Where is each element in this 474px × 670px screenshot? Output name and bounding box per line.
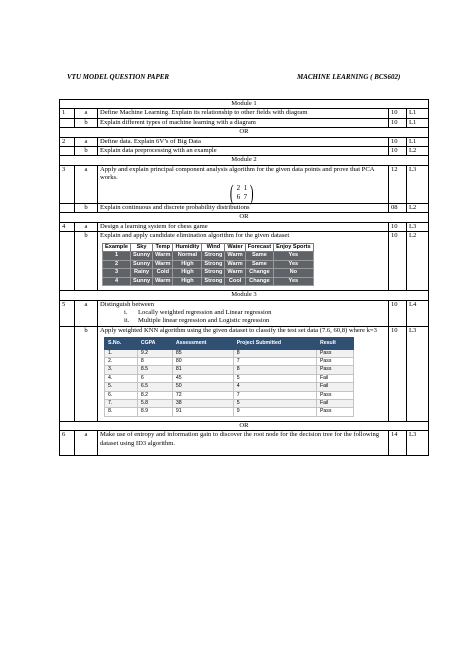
question-cell	[98, 232, 389, 291]
or-divider: OR	[60, 213, 429, 222]
level: L4	[407, 300, 429, 326]
question-number: 5	[60, 300, 75, 326]
table-row	[105, 349, 354, 357]
question-number: 2	[60, 137, 75, 146]
table-cell: 8.2	[137, 391, 172, 399]
table-cell: Normal	[173, 252, 202, 261]
or-divider: OR	[60, 421, 429, 430]
table-cell: Warm	[225, 269, 245, 278]
table-cell: 8.5	[137, 366, 172, 374]
table-cell: Warm	[225, 260, 245, 269]
enjoy-sport-table	[102, 243, 314, 287]
subject-title: MACHINE LEARNING ( BCS602)	[297, 73, 401, 81]
table-cell: Change	[245, 269, 273, 278]
table-cell: Warm	[153, 260, 173, 269]
table-cell: 6.5	[137, 383, 172, 391]
table-cell: 4	[233, 383, 316, 391]
table-cell: 1.	[105, 349, 138, 357]
marks: 10	[389, 147, 407, 156]
question-text: Design a learning system for chess game	[98, 222, 389, 231]
table-cell: 8.	[105, 408, 138, 416]
question-number: 1	[60, 109, 75, 118]
matrix-cell: 1	[243, 184, 248, 193]
table-cell: Strong	[202, 277, 225, 286]
table-cell: Fail	[316, 383, 353, 391]
table-header-row	[105, 338, 354, 349]
level: L3	[407, 326, 429, 421]
question-text: Explain continuous and discrete probability distributions	[98, 204, 389, 213]
table-cell: 7	[233, 391, 316, 399]
table-cell: 3.	[105, 366, 138, 374]
marks: 10	[389, 118, 407, 127]
table-row	[105, 383, 354, 391]
table-header: Example	[103, 243, 131, 252]
table-cell: Fail	[316, 400, 353, 408]
table-cell: 80	[172, 358, 233, 366]
question-row	[60, 137, 429, 146]
table-row	[105, 366, 354, 374]
table-cell: 8	[137, 358, 172, 366]
question-row	[60, 165, 429, 203]
table-cell: Pass	[316, 349, 353, 357]
table-header-row	[103, 243, 314, 252]
table-cell: 8	[233, 349, 316, 357]
level: L3	[407, 165, 429, 203]
list-item: i. Locally weighted regression and Linear regression	[124, 309, 272, 316]
table-cell: 81	[172, 366, 233, 374]
or-row	[60, 421, 429, 430]
table-cell: 72	[172, 391, 233, 399]
module-3-title: Module 3	[60, 291, 429, 300]
question-table	[59, 99, 429, 456]
table-cell: Warm	[153, 252, 173, 261]
table-row	[105, 358, 354, 366]
table-cell: 9.2	[137, 349, 172, 357]
table-cell: Fail	[316, 374, 353, 382]
question-text: Define Machine Learning. Explain its relationship to other fields with diagram	[98, 109, 389, 118]
matrix-cell: 2	[236, 184, 241, 193]
table-cell: 3	[103, 269, 131, 278]
level: L2	[407, 204, 429, 213]
question-row	[60, 431, 429, 456]
table-cell: 7	[233, 358, 316, 366]
sub-question: b	[75, 326, 98, 421]
table-cell: No	[274, 269, 314, 278]
question-number: 4	[60, 222, 75, 231]
table-header: S.No.	[105, 338, 138, 349]
table-cell: Sunny	[131, 277, 153, 286]
sub-question: a	[75, 137, 98, 146]
module-2-title: Module 2	[60, 156, 429, 165]
right-bracket: )	[250, 179, 254, 205]
table-row	[103, 269, 314, 278]
marks: 10	[389, 137, 407, 146]
table-cell: 7.	[105, 400, 138, 408]
sub-question: b	[75, 147, 98, 156]
level: L3	[407, 222, 429, 231]
table-row	[105, 391, 354, 399]
table-cell: Same	[245, 260, 273, 269]
table-cell: 85	[172, 349, 233, 357]
table-header: Forecast	[245, 243, 273, 252]
table-header: Assessment	[172, 338, 233, 349]
level: L1	[407, 137, 429, 146]
question-text: Apply and explain principal component analysis algorithm for the given data points and prove that PCA works.	[100, 165, 375, 182]
question-row	[60, 109, 429, 118]
table-header: Wind	[202, 243, 225, 252]
marks: 10	[389, 232, 407, 291]
question-text: Explain different types of machine learning with a diagram	[98, 118, 389, 127]
table-header: Result	[316, 338, 353, 349]
table-cell: Strong	[202, 252, 225, 261]
module-row	[60, 100, 429, 109]
marks: 10	[389, 326, 407, 421]
or-row	[60, 213, 429, 222]
table-header: Water	[225, 243, 245, 252]
table-cell: Yes	[274, 277, 314, 286]
table-cell: Cool	[225, 277, 245, 286]
table-cell: Pass	[316, 358, 353, 366]
marks: 08	[389, 204, 407, 213]
table-cell: Change	[245, 277, 273, 286]
level: L2	[407, 147, 429, 156]
table-cell: 6	[137, 374, 172, 382]
table-header: Project Submitted	[233, 338, 316, 349]
table-header: Sky	[131, 243, 153, 252]
marks: 12	[389, 165, 407, 203]
table-cell: 4	[103, 277, 131, 286]
question-cell	[98, 300, 389, 326]
module-row	[60, 291, 429, 300]
table-row	[105, 374, 354, 382]
marks: 10	[389, 300, 407, 326]
or-row	[60, 128, 429, 137]
table-header: Temp	[153, 243, 173, 252]
matrix-cell: 6	[236, 192, 241, 201]
table-cell: 2	[103, 260, 131, 269]
sub-question: b	[75, 118, 98, 127]
question-row	[60, 118, 429, 127]
matrix-cell: 7	[243, 192, 248, 201]
marks: 10	[389, 222, 407, 231]
marks: 14	[389, 431, 407, 456]
table-cell: High	[173, 277, 202, 286]
table-cell: Strong	[202, 260, 225, 269]
question-row	[60, 204, 429, 213]
table-cell: 5.8	[137, 400, 172, 408]
sub-question: a	[75, 165, 98, 203]
table-cell: 8.9	[137, 408, 172, 416]
data-points-matrix	[228, 179, 256, 205]
sub-question: a	[75, 109, 98, 118]
table-cell: High	[173, 260, 202, 269]
question-cell	[98, 165, 389, 203]
question-text: Explain and apply candidate elimination algorithm for the given dataset	[100, 232, 290, 240]
table-row	[103, 252, 314, 261]
table-cell: 38	[172, 400, 233, 408]
table-cell: 4.	[105, 374, 138, 382]
table-cell: Rainy	[131, 269, 153, 278]
paper-title: VTU MODEL QUESTION PAPER	[67, 73, 170, 81]
table-cell: Sunny	[131, 260, 153, 269]
table-cell: Pass	[316, 408, 353, 416]
question-text: Distinguish between	[100, 300, 155, 308]
table-cell: 6.	[105, 391, 138, 399]
table-cell: 5	[233, 374, 316, 382]
sub-question: b	[75, 204, 98, 213]
sub-question: a	[75, 300, 98, 326]
sub-question: b	[75, 232, 98, 291]
module-row	[60, 156, 429, 165]
question-text: Make use of entropy and information gain to discover the root node for the decision tree for the following dataset using ID3 algorithm.	[98, 431, 389, 456]
module-1-title: Module 1	[60, 100, 429, 109]
list-item: ii. Multiple linear regression and Logistic regression	[124, 317, 270, 325]
table-row	[103, 277, 314, 286]
question-number: 3	[60, 165, 75, 203]
level: L2	[407, 232, 429, 291]
table-row	[103, 260, 314, 269]
question-cell	[98, 326, 389, 421]
table-cell: Pass	[316, 391, 353, 399]
left-bracket: (	[229, 179, 234, 205]
sub-question: a	[75, 431, 98, 456]
table-cell: 2.	[105, 358, 138, 366]
table-cell: Yes	[274, 252, 314, 261]
table-cell: 8	[233, 366, 316, 374]
table-cell: 5	[233, 400, 316, 408]
level: L3	[407, 431, 429, 456]
table-cell: 50	[172, 383, 233, 391]
table-cell: Same	[245, 252, 273, 261]
question-row	[60, 222, 429, 231]
question-row	[60, 147, 429, 156]
marks: 10	[389, 109, 407, 118]
table-cell: 91	[172, 408, 233, 416]
or-divider: OR	[60, 128, 429, 137]
question-text: Define data. Explain 6V’s of Big Data	[98, 137, 389, 146]
knn-dataset-table	[104, 337, 354, 417]
level: L1	[407, 118, 429, 127]
question-text: Apply weighted KNN algorithm using the given dataset to classify the test set data (7.6, 60,8) where k=3	[100, 326, 377, 334]
question-row	[60, 326, 429, 421]
table-cell: 1	[103, 252, 131, 261]
table-header: Humidity	[173, 243, 202, 252]
table-cell: 9	[233, 408, 316, 416]
table-cell: Pass	[316, 366, 353, 374]
table-cell: 5.	[105, 383, 138, 391]
table-header: CGPA	[137, 338, 172, 349]
sub-question: a	[75, 222, 98, 231]
table-cell: High	[173, 269, 202, 278]
table-row	[105, 408, 354, 416]
table-cell: Warm	[153, 277, 173, 286]
table-cell: Cold	[153, 269, 173, 278]
question-row	[60, 300, 429, 326]
table-cell: 45	[172, 374, 233, 382]
question-row	[60, 232, 429, 291]
table-cell: Warm	[225, 252, 245, 261]
question-number: 6	[60, 431, 75, 456]
question-text: Explain data preprocessing with an example	[98, 147, 389, 156]
table-cell: Yes	[274, 260, 314, 269]
table-cell: Strong	[202, 269, 225, 278]
table-cell: Sunny	[131, 252, 153, 261]
level: L1	[407, 109, 429, 118]
table-row	[105, 400, 354, 408]
table-header: Enjoy Sports	[274, 243, 314, 252]
